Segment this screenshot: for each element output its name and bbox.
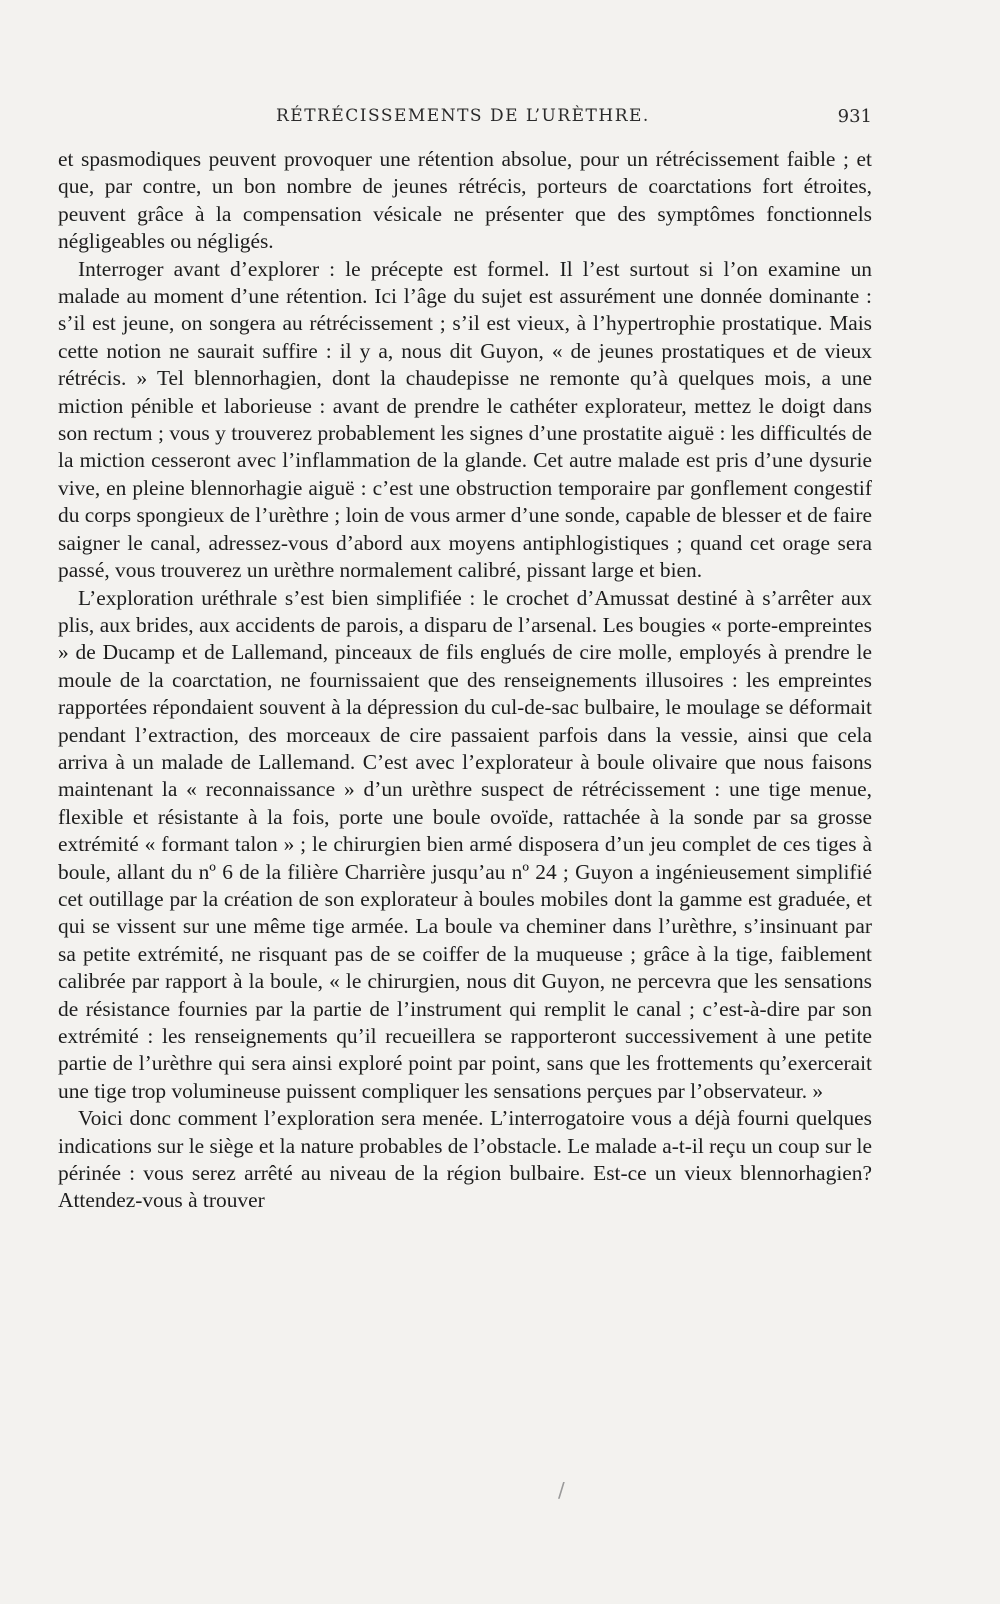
- paragraph-2: Interroger avant d’explorer : le précepte est formel. Il l’est surtout si l’on examine un malade au moment d’une rétention. Ici l’âge du sujet est assurément une donnée dominante : s’il est jeune, on songera au rétrécissement ; s’il est vieux, à l’hypertrophie prostatique. Mais cette notion ne saurait suffire : il y a, nous dit Guyon, « de jeunes prostatiques et de vieux rétrécis. » Tel blennorhagien, dont la chaudepisse ne remonte qu’à quelques mois, a une miction pénible et laborieuse : avant de prendre le cathéter explorateur, mettez le doigt dans son rectum ; vous y trouverez probablement les signes d’une prostatite aiguë : les difficultés de la miction cesseront avec l’inflammation de la glande. Cet autre malade est pris d’une dysurie vive, en pleine blennorhagie aiguë : c’est une obstruction temporaire par gonflement congestif du corps spongieux de l’urèthre ; loin de vous armer d’une sonde, capable de blesser et de faire saigner le canal, adressez-vous d’abord aux moyens antiphlogistiques ; quand cet orage sera passé, vous trouverez un urèthre normalement calibré, pissant large et bien.: [58, 256, 872, 583]
- page-number: 931: [837, 106, 872, 127]
- paragraph-1: et spasmodiques peuvent provoquer une rétention absolue, pour un rétrécissement faible ; et que, par contre, un bon nombre de jeunes rétrécis, porteurs de coarctations fort étroites, peuvent grâce à la compensation vésicale ne présenter que des symptômes fonctionnels négligeables ou négligés.: [58, 147, 872, 254]
- page-header: [276, 106, 872, 134]
- footer-mark: /: [558, 1478, 565, 1502]
- paragraph-3: L’exploration uréthrale s’est bien simplifiée : le crochet d’Amussat destiné à s’arrêter aux plis, aux brides, aux accidents de parois, a disparu de l’arsenal. Les bougies « porte-empreintes » de Ducamp et de Lallemand, pinceaux de fils englués de cire molle, employés à prendre le moule de la coarctation, ne fournissaient que des renseignements illusoires : les empreintes rapportées répondaient souvent à la dépression du cul-de-sac bulbaire, le moulage se déformait pendant l’extraction, des morceaux de cire passaient parfois dans la vessie, ainsi que cela arriva à un malade de Lallemand. C’est avec l’explorateur à boule olivaire que nous faisons maintenant la « reconnaissance » d’un urèthre suspect de rétrécissement : une tige menue, flexible et résistante à la fois, porte une boule ovoïde, rattachée à la sonde par sa grosse extrémité « formant talon » ; le chirurgien bien armé disposera d’un jeu complet de ces tiges à boule, allant du nº 6 de la filière Charrière jusqu’au nº 24 ; Guyon a ingénieusement simplifié cet outillage par la création de son explorateur à boules mobiles dont la gamme est graduée, et qui se vissent sur une même tige armée. La boule va cheminer dans l’urèthre, s’insinuant par sa petite extrémité, ne risquant pas de se coiffer de la muqueuse ; grâce à la tige, faiblement calibrée par rapport à la boule, « le chirurgien, nous dit Guyon, ne percevra que les sensations de résistance fournies par la partie de l’instrument qui remplit le canal ; c’est-à-dire par son extrémité : les renseignements qu’il recueillera se rapporteront successivement à une petite partie de l’urèthre qui sera ainsi exploré point par point, sans que les frottements qu’exercerait une tige trop volumineuse puissent compliquer les sensations perçues par l’observateur. »: [58, 585, 872, 1103]
- paragraph-4: Voici donc comment l’exploration sera menée. L’interrogatoire vous a déjà fourni quelques indications sur le siège et la nature probables de l’obstacle. Le malade a-t-il reçu un coup sur le périnée : vous serez arrêté au niveau de la région bulbaire. Est-ce un vieux blennorhagien? Attendez-vous à trouver: [58, 1106, 872, 1213]
- running-title: RÉTRÉCISSEMENTS DE L’URÈTHRE.: [276, 106, 650, 126]
- body-text: [58, 146, 872, 1215]
